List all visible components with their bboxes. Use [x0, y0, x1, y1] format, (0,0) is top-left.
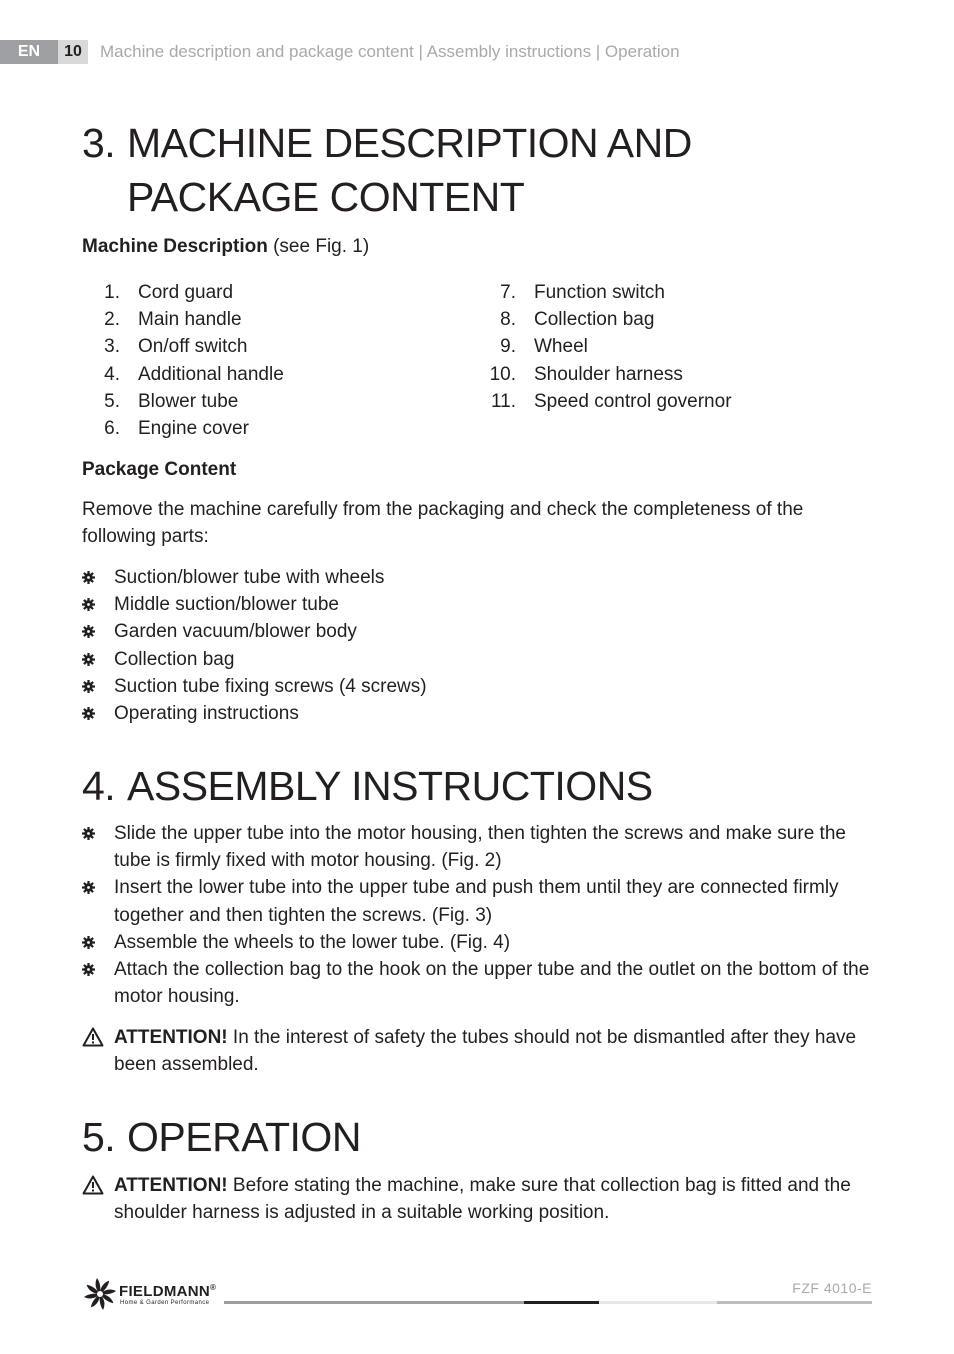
part-number: 5. [104, 390, 120, 412]
part-number: 8. [500, 309, 516, 331]
list-item [82, 874, 872, 928]
page-header [0, 40, 680, 64]
list-item [82, 929, 872, 956]
machine-description-label: Machine Description [82, 236, 268, 257]
parts-list-right [478, 279, 858, 415]
assembly-step-text: Attach the collection bag to the hook on the upper tube and the outlet on the bottom of the motor housing. [114, 959, 870, 1008]
warning-triangle-icon [82, 1027, 104, 1047]
operation-attention-note [82, 1172, 872, 1226]
section-3-title-line2: PACKAGE CONTENT [127, 174, 525, 220]
part-number: 2. [104, 309, 120, 331]
gear-bullet-icon [82, 963, 95, 976]
list-item [82, 415, 442, 442]
section-3-heading [82, 116, 692, 224]
footer-rule-segment [524, 1301, 599, 1304]
list-item [82, 279, 442, 306]
list-item [82, 361, 442, 388]
part-label: Main handle [138, 309, 242, 331]
list-item [82, 591, 872, 618]
gear-bullet-icon [82, 653, 95, 666]
part-number: 1. [104, 282, 120, 303]
footer-rule-segment [599, 1301, 717, 1304]
attention-label: ATTENTION! [114, 1027, 228, 1048]
list-item [82, 306, 442, 333]
assembly-step-text: Insert the lower tube into the upper tube and push them until they are connected firmly together and then tighten the screws. (Fig. 3) [114, 877, 839, 926]
language-badge: EN [0, 40, 58, 64]
gear-bullet-icon [82, 571, 95, 584]
assembly-step-text: Slide the upper tube into the motor housing, then tighten the screws and make sure the tube is firmly fixed with motor housing. (Fig. 2) [114, 823, 846, 872]
list-item [478, 333, 858, 360]
list-item [82, 333, 442, 360]
gear-bullet-icon [82, 707, 95, 720]
part-label: Engine cover [138, 417, 249, 439]
package-item-text: Garden vacuum/blower body [114, 621, 357, 643]
section-5-title: OPERATION [127, 1114, 361, 1160]
gear-bullet-icon [82, 598, 95, 611]
gear-bullet-icon [82, 625, 95, 638]
attention-text: Before stating the machine, make sure that collection bag is fitted and the shoulder harness is adjusted in a suitable working position. [114, 1175, 851, 1224]
fieldmann-fan-logo-icon [82, 1276, 118, 1312]
part-label: Collection bag [534, 309, 655, 331]
package-content-label: Package Content [82, 459, 237, 480]
running-header-title: Machine description and package content | Assembly instructions | Operation [100, 42, 680, 61]
section-4-title: ASSEMBLY INSTRUCTIONS [127, 763, 653, 809]
section-4-heading [82, 759, 653, 813]
list-item [82, 564, 872, 591]
part-number: 11. [490, 390, 516, 412]
part-label: Additional handle [138, 363, 284, 385]
part-number: 4. [104, 363, 120, 385]
part-label: Cord guard [138, 282, 234, 303]
package-item-text: Suction/blower tube with wheels [114, 567, 385, 588]
list-item [82, 820, 872, 874]
list-item [478, 361, 858, 388]
attention-text: In the interest of safety the tubes should not be dismantled after they have been assembled. [114, 1027, 857, 1076]
part-number: 9. [500, 336, 516, 358]
gear-bullet-icon [82, 936, 95, 949]
footer-rule-segment [717, 1301, 872, 1304]
part-number: 3. [104, 336, 120, 358]
list-item [82, 618, 872, 645]
section-5-heading [82, 1110, 361, 1164]
section-5-number: 5. [82, 1114, 116, 1160]
section-3-title-line1: MACHINE DESCRIPTION AND [127, 120, 692, 166]
brand-tagline: Home & Garden Performance [120, 1300, 210, 1306]
assembly-step-text: Assemble the wheels to the lower tube. (Fig. 4) [114, 931, 511, 953]
machine-description-subheading [82, 236, 369, 258]
package-item-text: Collection bag [114, 648, 235, 670]
list-item [82, 646, 872, 673]
section-4-number: 4. [82, 763, 116, 809]
package-content-subheading [82, 459, 236, 481]
page-number: 10 [58, 40, 88, 64]
brand-registered-mark: ® [210, 1283, 217, 1292]
list-item [478, 279, 858, 306]
part-label: Speed control governor [534, 390, 732, 412]
part-label: On/off switch [138, 336, 248, 358]
part-number: 10. [489, 363, 516, 385]
section-3-number: 3. [82, 120, 116, 166]
part-label: Shoulder harness [534, 363, 683, 385]
package-items-list [82, 564, 872, 727]
warning-triangle-icon [82, 1175, 104, 1195]
part-number: 6. [104, 417, 120, 439]
gear-bullet-icon [82, 881, 95, 894]
footer-rule-segment [224, 1301, 524, 1304]
package-intro: Remove the machine carefully from the packaging and check the completeness of the following parts: [82, 499, 804, 548]
assembly-attention-note [82, 1024, 872, 1078]
list-item [82, 956, 872, 1010]
list-item [82, 700, 872, 727]
brand-logo [82, 1276, 222, 1314]
list-item [478, 306, 858, 333]
list-item [82, 673, 872, 700]
package-item-text: Middle suction/blower tube [114, 594, 339, 616]
list-item [82, 388, 442, 415]
part-label: Wheel [534, 336, 588, 358]
package-item-text: Operating instructions [114, 703, 299, 725]
part-label: Blower tube [138, 390, 239, 412]
attention-label: ATTENTION! [114, 1175, 228, 1196]
brand-name: FIELDMANN [119, 1283, 211, 1300]
list-item [478, 388, 858, 415]
part-number: 7. [500, 282, 516, 303]
assembly-steps-list [82, 820, 872, 1010]
package-item-text: Suction tube fixing screws (4 screws) [114, 675, 427, 697]
gear-bullet-icon [82, 827, 95, 840]
gear-bullet-icon [82, 680, 95, 693]
model-code: FZF 4010-E [792, 1280, 872, 1296]
machine-description-ref: (see Fig. 1) [267, 236, 370, 257]
part-label: Function switch [534, 282, 665, 303]
parts-list-left [82, 279, 442, 442]
